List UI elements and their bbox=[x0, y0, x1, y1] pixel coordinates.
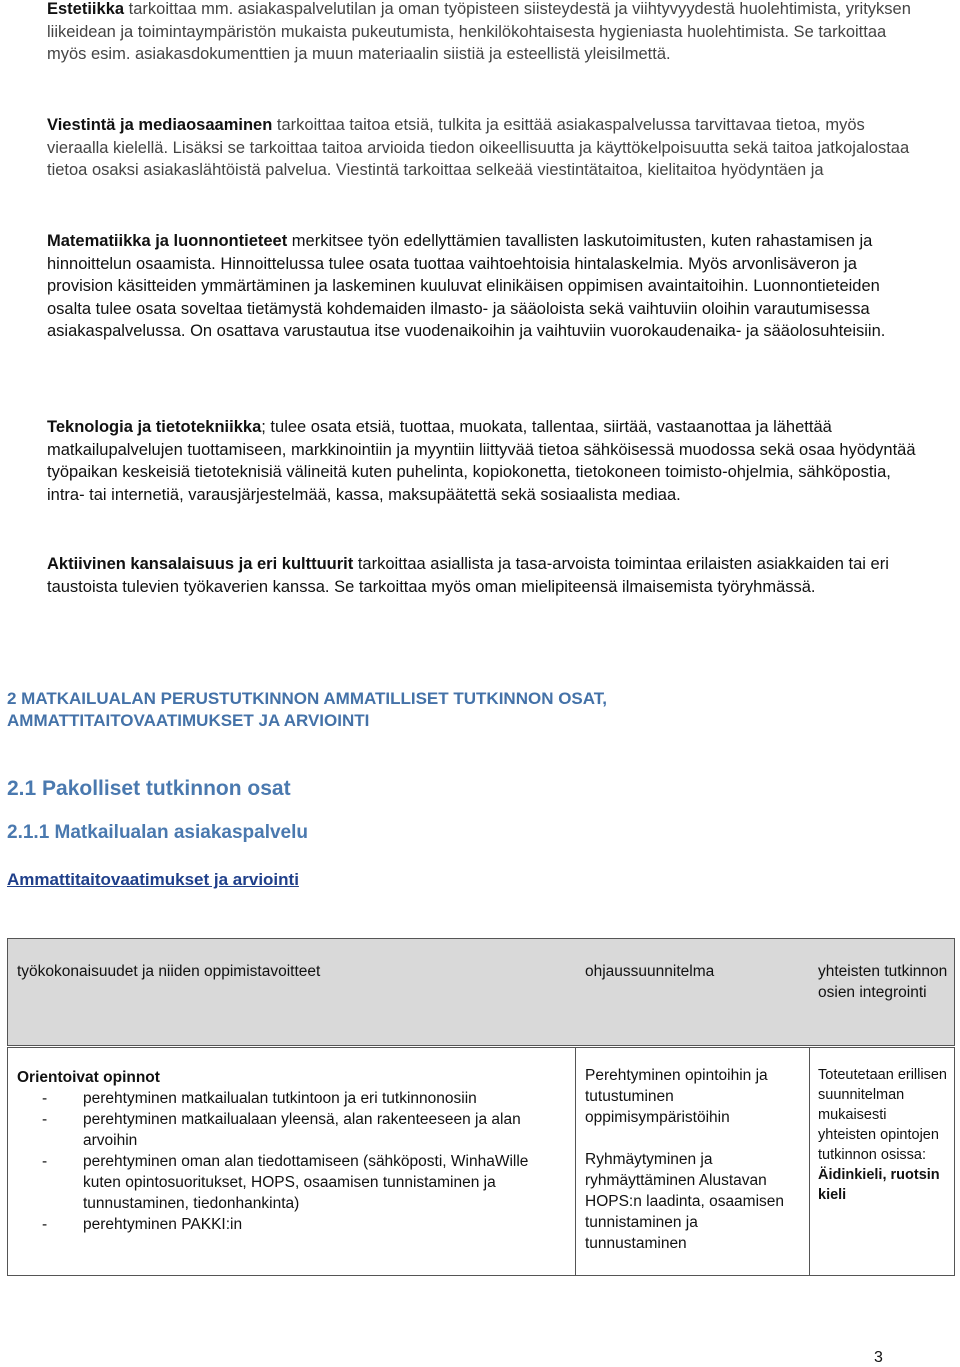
table-header-guidance-plan: ohjaussuunnitelma bbox=[585, 963, 715, 980]
table-divider bbox=[575, 1048, 576, 1275]
table-header-work-units: työkokonaisuudet ja niiden oppimistavoitteet bbox=[17, 963, 321, 980]
paragraph-aktiivinen bbox=[47, 553, 927, 598]
term-estetiikka: Estetiikka bbox=[47, 0, 125, 18]
body-matematiikka: merkitsee työn edellyttämien tavallisten laskutoimitusten, kuten rahastamisen ja hinnoittelun osaamista. Hinnoittelussa tulee osata tuottaa vaihtoehtoisia hintalaskelmia. Myös arvonlisäveron ja provision käsitteiden ymmärtäminen ja laskeminen kuuluvat elinikäisen oppimisen avaintaitoihin. Luonnontieteiden osalta tulee osata soveltaa tietämystä kohdemaiden ilmasto- ja sääoloista sekä vaihtuviin oloihin varautumisessa asiakaspalvelussa. On osattava varustautua itse vuodenaikoihin ja vaihtuviin vuorokaudenaika- ja sääolosuhteisiin. bbox=[47, 232, 886, 340]
guidance-paragraph-1: Perehtyminen opintoihin ja tutustuminen oppimisympäristöihin bbox=[585, 1067, 768, 1126]
cell-guidance-plan bbox=[585, 1065, 800, 1254]
table-header-row bbox=[7, 938, 955, 1046]
list-item: - perehtyminen matkailualaan yleensä, alan rakenteeseen ja alan arvoihin bbox=[42, 1111, 521, 1149]
list-item: - perehtyminen matkailualan tutkintoon ja eri tutkinnonosiin bbox=[42, 1090, 477, 1107]
body-estetiikka: tarkoittaa mm. asiakaspalvelutilan ja oman työpisteen siisteydestä ja viihtyvyydestä huolehtimista, yrityksen liikeidean ja toimintaympäristön mukaista pukeutumista, henkilökohtaisesta hygieniasta huolehtimista. Se tarkoittaa myös esim. asiakasdokumenttien ja muun materiaalin siistiä ja esteellistä yleisilmettä. bbox=[47, 0, 911, 63]
integration-subjects: Äidinkieli, ruotsin kieli bbox=[818, 1167, 940, 1203]
sub-subsection-heading: 2.1.1 Matkailualan asiakaspalvelu bbox=[7, 822, 309, 843]
body-viestinta: tarkoittaa taitoa etsiä, tulkita ja esittää asiakaspalvelussa tarvittavaa tietoa, myös vieraalla kielellä. Lisäksi se tarkoittaa taitoa arvioida tiedon oikeellisuutta ja käyttökelpoisuutta sekä taitoa jatkojalostaa tietoa osaksi asiakaslähtöistä palvelua. Viestintä tarkoittaa selkeää viestintätaitoa, kielitaitoa hyödyntäen ja bbox=[47, 116, 910, 179]
paragraph-viestinta bbox=[47, 114, 927, 182]
list-item: - perehtyminen PAKKI:in bbox=[42, 1216, 243, 1233]
subsection-heading: 2.1 Pakolliset tutkinnon osat bbox=[7, 777, 291, 800]
cell-integration bbox=[818, 1065, 948, 1205]
cell-work-units bbox=[17, 1067, 567, 1235]
list-item: - perehtyminen oman alan tiedottamiseen (sähköposti, WinhaWille kuten opintosuoritukset, HOPS, osaamisen tunnistaminen ja tunnustaminen, tiedonhankinta) bbox=[42, 1153, 529, 1212]
section-heading-main bbox=[7, 688, 907, 732]
guidance-paragraph-2: Ryhmäytyminen ja ryhmäyttäminen Alustavan HOPS:n laadinta, osaamisen tunnistaminen ja tunnustaminen bbox=[585, 1151, 785, 1252]
term-aktiivinen: Aktiivinen kansalaisuus ja eri kulttuurit bbox=[47, 555, 354, 573]
section-heading-line1: 2 MATKAILUALAN PERUSTUTKINNON AMMATILLISET TUTKINNON OSAT, bbox=[7, 689, 607, 708]
term-matematiikka: Matematiikka ja luonnontieteet bbox=[47, 232, 288, 250]
term-teknologia: Teknologia ja tietotekniikka bbox=[47, 418, 262, 436]
integration-text: Toteutetaan erillisen suunnitelman mukaisesti yhteisten opintojen tutkinnon osissa: bbox=[818, 1067, 947, 1163]
orientation-title: Orientoivat opinnot bbox=[17, 1069, 160, 1086]
paragraph-matematiikka bbox=[47, 230, 927, 343]
paragraph-estetiikka bbox=[47, 0, 927, 66]
orientation-list bbox=[17, 1088, 567, 1235]
table-divider bbox=[809, 1048, 810, 1275]
body-teknologia: ; tulee osata etsiä, tuottaa, muokata, tallentaa, siirtää, vastaanottaa ja lähettää matkailupalvelujen tuottamiseen, markkinointiin ja myyntiin liittyvää tietoa sähköisessä muodossa sekä osaa hyödyntää työpaikan keskeisiä tietoteknisiä välineitä kuten puhelinta, kopiokonetta, tietokoneen toimisto-ohjelmia, sähköpostia, intra- tai internetiä, varausjärjestelmää, kassa, maksupäätettä sekä sosiaalista mediaa. bbox=[47, 418, 916, 504]
requirements-link[interactable]: Ammattitaitovaatimukset ja arviointi bbox=[7, 870, 299, 889]
table-row bbox=[7, 1047, 955, 1276]
body-aktiivinen: tarkoittaa asiallista ja tasa-arvoista toimintaa erilaisten asiakkaiden tai eri taustoista tulevien työkaverien kanssa. Se tarkoittaa myös oman mielipiteensä ilmaisemista työryhmässä. bbox=[47, 555, 889, 596]
page-number: 3 bbox=[874, 1349, 883, 1366]
table-header-integration: yhteisten tutkinnon osien integrointi bbox=[818, 963, 948, 1001]
paragraph-teknologia bbox=[47, 416, 927, 506]
section-heading-line2: AMMATTITAITOVAATIMUKSET JA ARVIOINTI bbox=[7, 711, 370, 730]
term-viestinta: Viestintä ja mediaosaaminen bbox=[47, 116, 273, 134]
